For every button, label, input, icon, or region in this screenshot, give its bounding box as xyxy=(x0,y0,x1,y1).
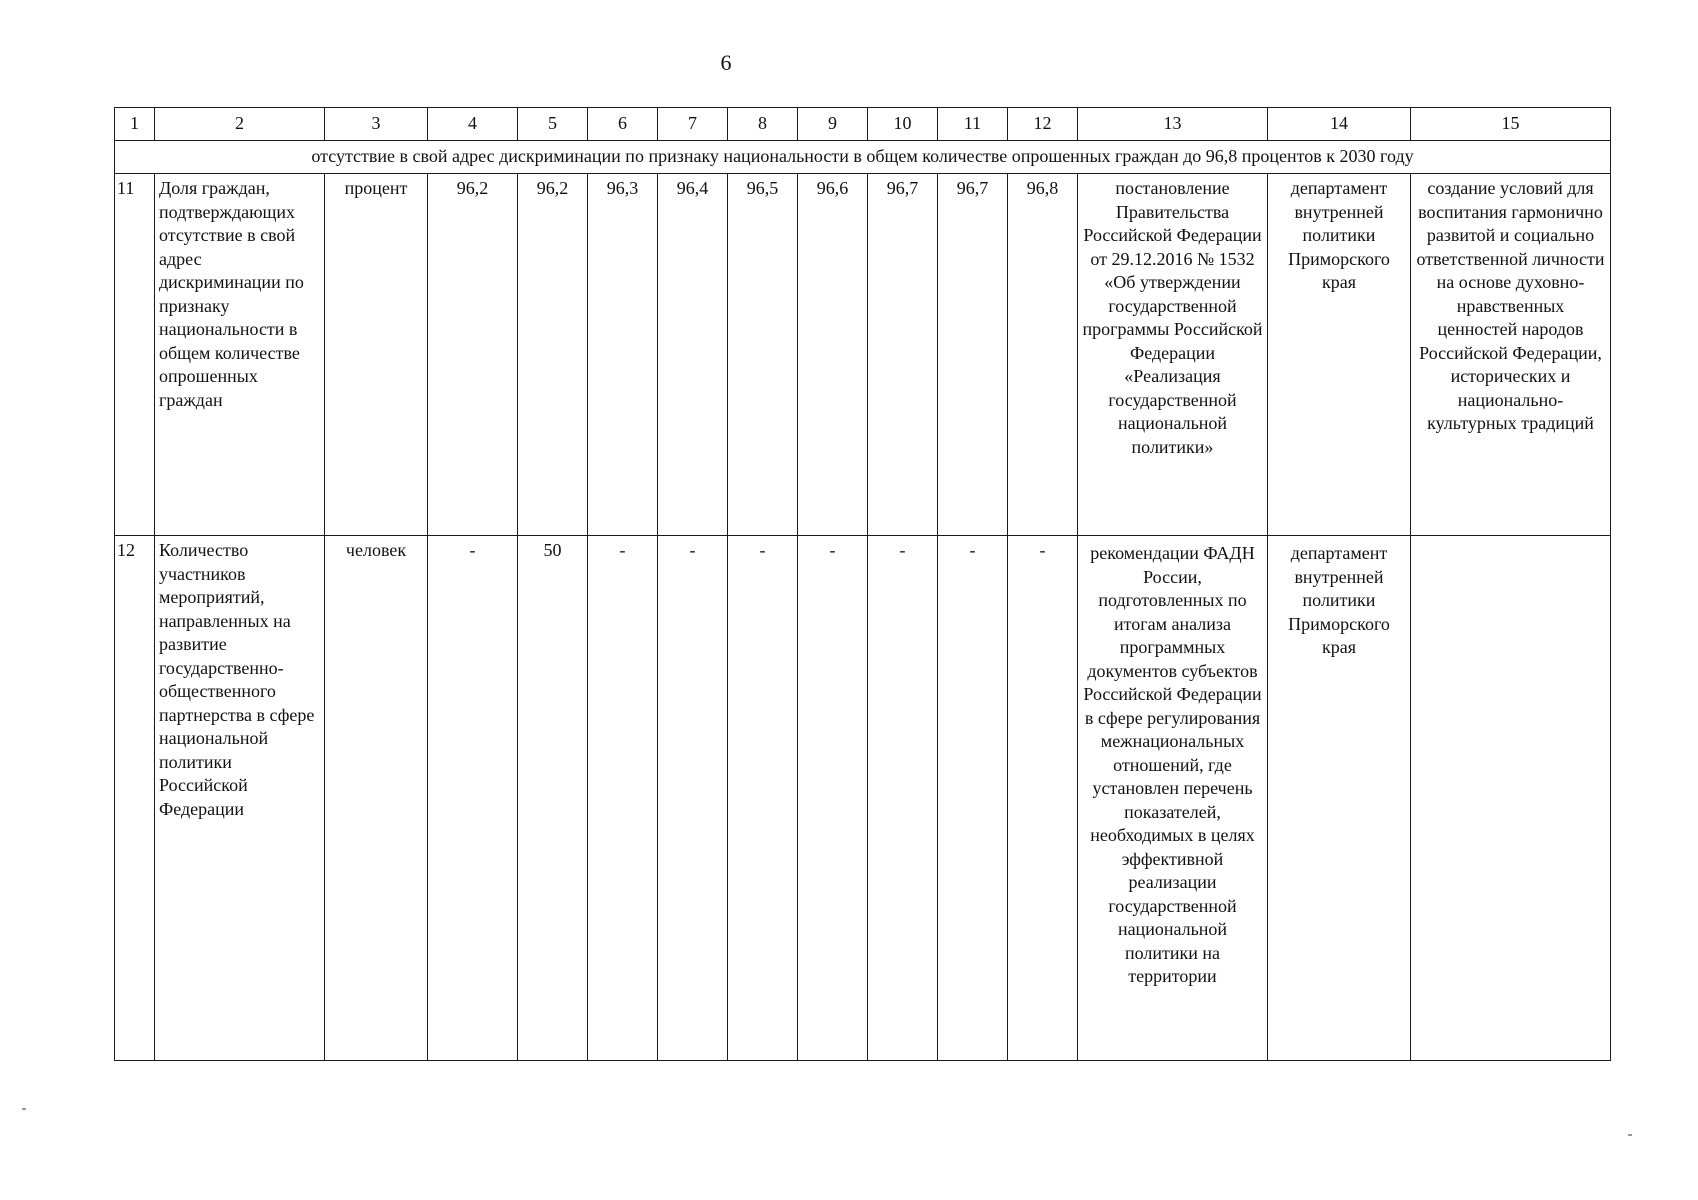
column-number: 14 xyxy=(1268,108,1411,141)
value-cell: 96,7 xyxy=(938,174,1008,536)
indicator-name: Количество участников мероприятий, направленных на развитие государственно-общественного партнерства в сфере национальной политики Российской Федерации xyxy=(155,536,325,1061)
column-number: 3 xyxy=(325,108,428,141)
table-row xyxy=(115,174,1611,536)
document-cell: постановление Правительства Российской Федерации от 29.12.2016 № 1532 «Об утверждении государственной программы Российской Федерации «Реализация государственной национальной политики» xyxy=(1078,174,1268,536)
value-cell: 96,6 xyxy=(798,174,868,536)
value-cell: 96,2 xyxy=(518,174,588,536)
scan-mark xyxy=(1628,1134,1632,1136)
goal-text: отсутствие в свой адрес дискриминации по признаку национальности в общем количестве опрошенных граждан до 96,8 процентов к 2030 году xyxy=(115,141,1611,174)
unit-cell: человек xyxy=(325,536,428,1061)
table-row xyxy=(115,536,1611,1061)
indicator-name: Доля граждан, подтверждающих отсутствие в свой адрес дискриминации по признаку национальности в общем количестве опрошенных граждан xyxy=(155,174,325,536)
value-cell: - xyxy=(798,536,868,1061)
indicators-table xyxy=(114,107,1611,1061)
column-number: 2 xyxy=(155,108,325,141)
column-number: 11 xyxy=(938,108,1008,141)
value-cell: 96,4 xyxy=(658,174,728,536)
scan-mark xyxy=(22,1108,26,1110)
value-cell: 96,2 xyxy=(428,174,518,536)
purpose-cell: создание условий для воспитания гармонично развитой и социально ответственной личности на основе духовно-нравственных ценностей народов Российской Федерации, исторических и национально-культурных традиций xyxy=(1411,174,1611,536)
value-cell: - xyxy=(728,536,798,1061)
goal-row xyxy=(115,141,1611,174)
column-number: 13 xyxy=(1078,108,1268,141)
value-cell: 96,3 xyxy=(588,174,658,536)
value-cell: 96,7 xyxy=(868,174,938,536)
column-number: 8 xyxy=(728,108,798,141)
column-number: 5 xyxy=(518,108,588,141)
responsible-cell: департамент внутренней политики Приморского края xyxy=(1268,536,1411,1061)
column-number: 7 xyxy=(658,108,728,141)
purpose-cell xyxy=(1411,536,1611,1061)
column-number: 9 xyxy=(798,108,868,141)
page-number: 6 xyxy=(720,50,732,75)
value-cell: 96,8 xyxy=(1008,174,1078,536)
column-number: 4 xyxy=(428,108,518,141)
column-number: 12 xyxy=(1008,108,1078,141)
row-number: 12 xyxy=(115,536,155,1061)
row-number: 11 xyxy=(115,174,155,536)
column-number: 10 xyxy=(868,108,938,141)
value-cell: 96,5 xyxy=(728,174,798,536)
value-cell: - xyxy=(868,536,938,1061)
value-cell: 50 xyxy=(518,536,588,1061)
value-cell: - xyxy=(588,536,658,1061)
responsible-cell: департамент внутренней политики Приморского края xyxy=(1268,174,1411,536)
value-cell: - xyxy=(428,536,518,1061)
value-cell: - xyxy=(938,536,1008,1061)
value-cell: - xyxy=(658,536,728,1061)
column-number: 1 xyxy=(115,108,155,141)
value-cell: - xyxy=(1008,536,1078,1061)
column-number-row xyxy=(115,108,1611,141)
column-number: 6 xyxy=(588,108,658,141)
document-cell: рекомендации ФАДН России, подготовленных по итогам анализа программных документов субъектов Российской Федерации в сфере регулирования межнациональных отношений, где установлен перечень показателей, необходимых в целях эффективной реализации государственной национальной политики на территории xyxy=(1078,536,1268,1061)
unit-cell: процент xyxy=(325,174,428,536)
column-number: 15 xyxy=(1411,108,1611,141)
